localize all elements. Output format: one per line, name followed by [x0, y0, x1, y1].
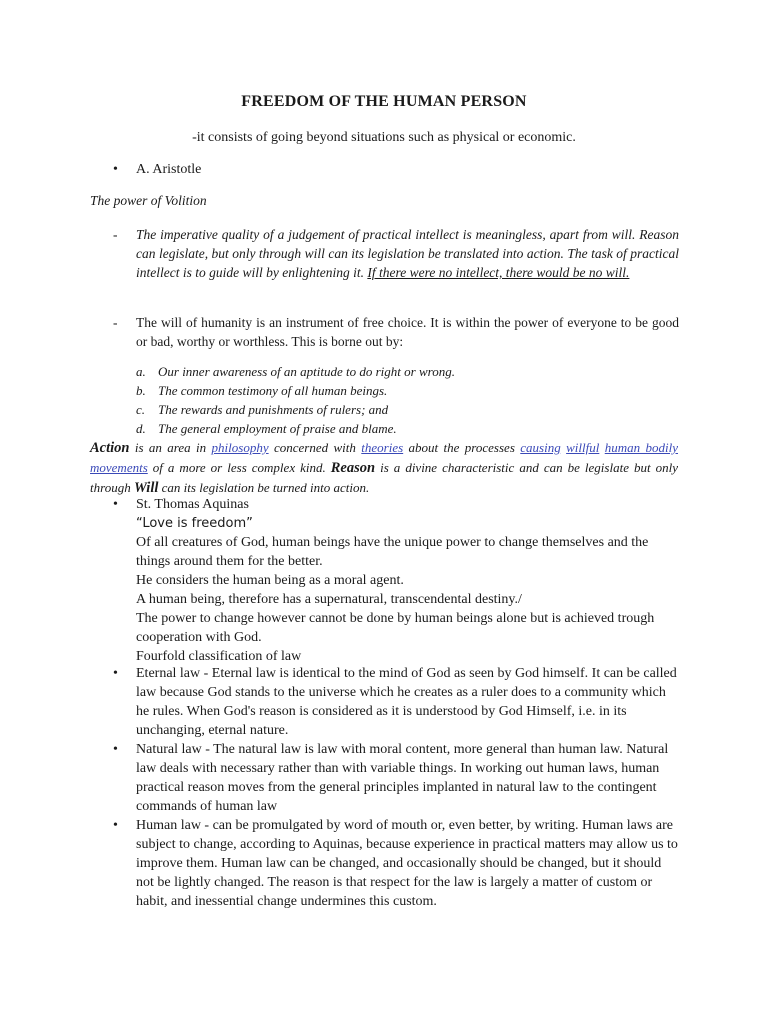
list-item: a. Our inner awareness of an aptitude to do right or wrong. [136, 364, 455, 379]
law-list [113, 664, 679, 911]
free-choice-text: The will of humanity is an instrument of free choice. It is within the power of everyone to be good or bad, worthy or worthless. This is borne out by: [136, 315, 679, 349]
willful-link[interactable]: willful [566, 440, 600, 455]
philosophy-link[interactable]: philosophy [211, 440, 269, 455]
bullet-icon: • [113, 162, 118, 177]
bullet-icon: • [113, 742, 118, 757]
aristotle-label: A. Aristotle [136, 162, 202, 177]
list-item [113, 664, 679, 740]
aquinas-line: Of all creatures of God, human beings have the unique power to change themselves and the things around them for the better. [136, 535, 649, 569]
alpha-list [136, 362, 455, 438]
aquinas-name: St. Thomas Aquinas [136, 497, 249, 512]
eternal-law-text: Eternal law - Eternal law is identical to the mind of God as seen by God himself. It can be called law because God stands to the universe which he creates as a ruler does to a community which he rules. When God's reason is considered as it is understood by God Himself, i.e. in its unchanging, eternal nature. [136, 666, 677, 738]
dash-marker: - [113, 227, 118, 242]
theories-link[interactable]: theories [361, 440, 404, 455]
aquinas-quote: “Love is freedom” [136, 516, 253, 531]
bullet-icon: • [113, 666, 118, 681]
free-choice-paragraph [113, 313, 679, 351]
list-item: c. The rewards and punishments of rulers; and [136, 402, 389, 417]
causing-link[interactable]: causing [520, 440, 561, 455]
aquinas-line: He considers the human being as a moral agent. [136, 573, 404, 588]
section-heading: The power of Volition [90, 193, 207, 208]
action-paragraph: Action is an area in philosophy concerned with theories about the processes causing willful human bodily movements of a more or less complex kind. Reason is a divine characteristic and can be legislate but only through Will can its legislation be turned into action. [90, 440, 678, 496]
aquinas-line: Fourfold classification of law [136, 649, 302, 664]
natural-law-text: Natural law - The natural law is law with moral content, more general than human law. Natural law deals with necessary rather than with variable things. In working out human laws, human practical reason moves from the general principles implanted in natural law to the contingent commands of human law [136, 742, 669, 814]
human-bodily-movements-link[interactable]: human bodily movements [90, 440, 678, 475]
list-item [113, 816, 679, 911]
bullet-icon: • [113, 818, 118, 833]
list-item: d. The general employment of praise and blame. [136, 421, 397, 436]
reason-term: Reason [330, 460, 376, 476]
list-item: b. The common testimony of all human beings. [136, 383, 388, 398]
aquinas-line: The power to change however cannot be done by human beings alone but is achieved trough cooperation with God. [136, 611, 655, 645]
bullet-icon: • [113, 497, 118, 512]
aquinas-line: A human being, therefore has a supernatural, transcendental destiny./ [136, 592, 522, 607]
volition-paragraph [113, 225, 679, 282]
human-law-text: Human law - can be promulgated by word of mouth or, even better, by writing. Human laws are subject to change, according to Aquinas, because experience in practical matters may allow us to improve them. Human law can be changed, and occasionally should be changed, but it should not be lightly changed. The reason is that respect for the law is largely a matter of custom or habit, and inessential change undermines this custom. [136, 818, 678, 909]
action-term: Action [90, 440, 130, 456]
subtitle: -it consists of going beyond situations such as physical or economic. [192, 130, 576, 145]
will-term: Will [133, 480, 159, 496]
list-item [113, 740, 679, 816]
aristotle-bullet [113, 162, 201, 178]
volition-underlined: If there were no intellect, there would be no will. [367, 265, 630, 280]
volition-text: The imperative quality of a judgement of practical intellect is meaningless, apart from will. Reason can legislate, but only through will can its legislation be translated into action. The task of practical intellect is to guide will by enlightening it. [136, 227, 679, 280]
dash-marker: - [113, 315, 118, 330]
aquinas-section [113, 495, 679, 666]
page-title: FREEDOM OF THE HUMAN PERSON [241, 93, 527, 110]
